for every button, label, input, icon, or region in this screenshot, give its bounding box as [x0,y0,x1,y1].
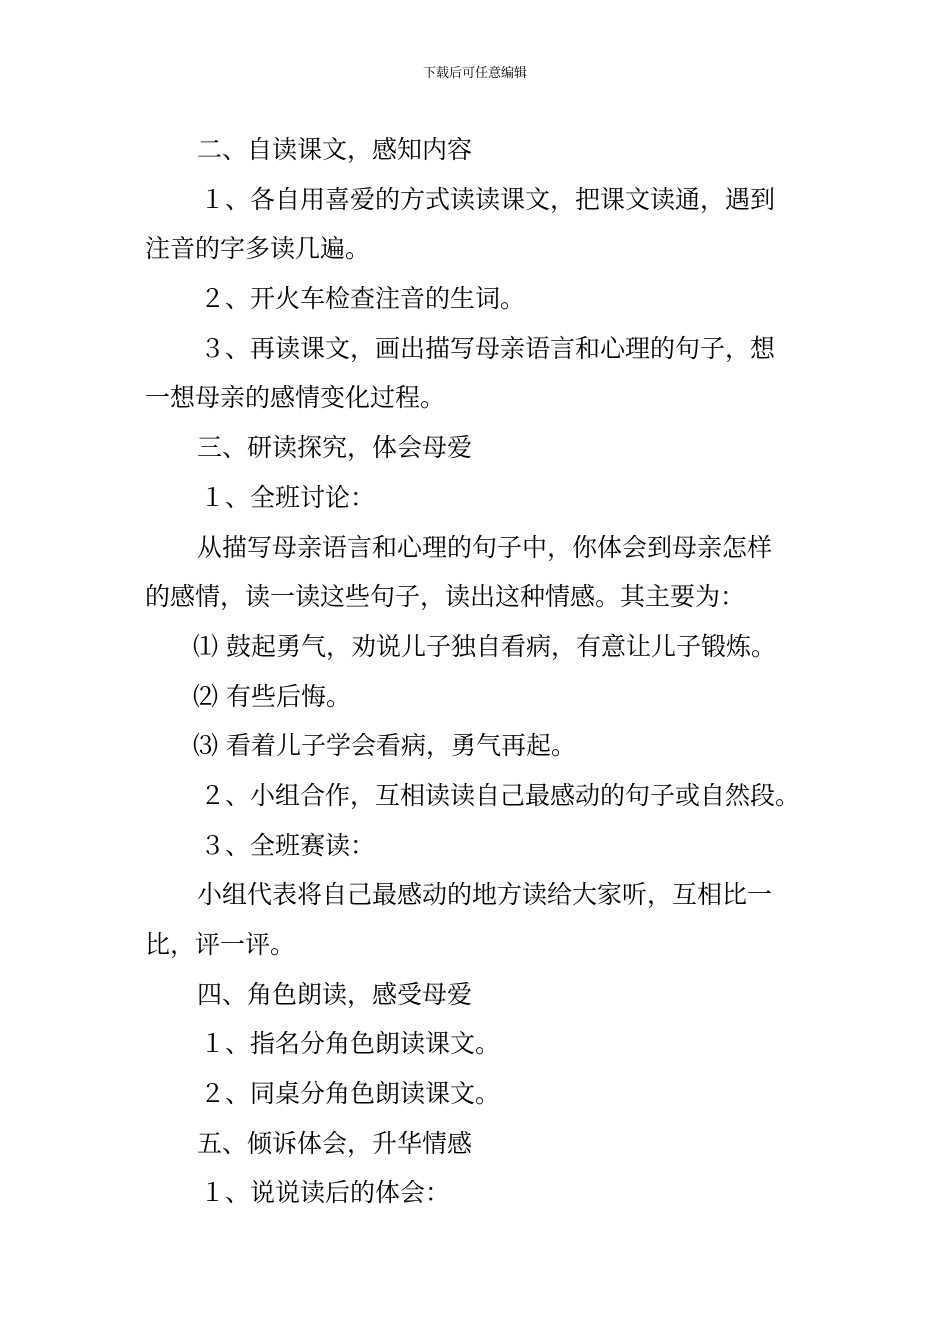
list-item: ⑴ 鼓起勇气，劝说儿子独自看病，有意让儿子锻炼。 [193,631,776,661]
paragraph-line: 小组代表将自己最感动的地方读给大家听，互相比一 [197,880,773,910]
paragraph-line: １、说说读后的体会： [200,1178,451,1208]
section-heading-3: 三、研读探究，体会母爱 [197,433,473,463]
paragraph-line: ３、再读课文，画出描写母亲语言和心理的句子，想 [200,333,776,363]
paragraph-line: ２、小组合作，互相读读自己最感动的句子或自然段。 [200,780,801,810]
section-heading-5: 五、倾诉体会，升华情感 [197,1128,473,1158]
paragraph-line: 注音的字多读几遍。 [145,234,371,264]
paragraph-line: １、各自用喜爱的方式读读课文，把课文读通，遇到 [200,184,776,214]
paragraph-line: 从描写母亲语言和心理的句子中，你体会到母亲怎样 [197,532,773,562]
paragraph-line: 比，评一评。 [145,930,296,959]
paragraph-line: １、指名分角色朗读课文。 [200,1029,501,1059]
document-body [145,125,815,1218]
paragraph-line: 一想母亲的感情变化过程。 [145,383,446,413]
paragraph-line: ２、开火车检查注音的生词。 [200,284,526,314]
paragraph-line: ２、同桌分角色朗读课文。 [200,1079,501,1109]
paragraph-line: 的感情，读一读这些句子，读出这种情感。其主要为： [145,582,746,612]
list-item: ⑶ 看着儿子学会看病，勇气再起。 [193,731,576,761]
page-header: 下载后可任意编辑 [422,66,527,81]
list-item: ⑵ 有些后悔。 [193,681,351,711]
paragraph-line: １、全班讨论： [200,482,376,512]
section-heading-4: 四、角色朗读，感受母爱 [197,979,473,1009]
paragraph-line: ３、全班赛读： [200,830,376,860]
section-heading-2: 二、自读课文，感知内容 [197,135,473,164]
